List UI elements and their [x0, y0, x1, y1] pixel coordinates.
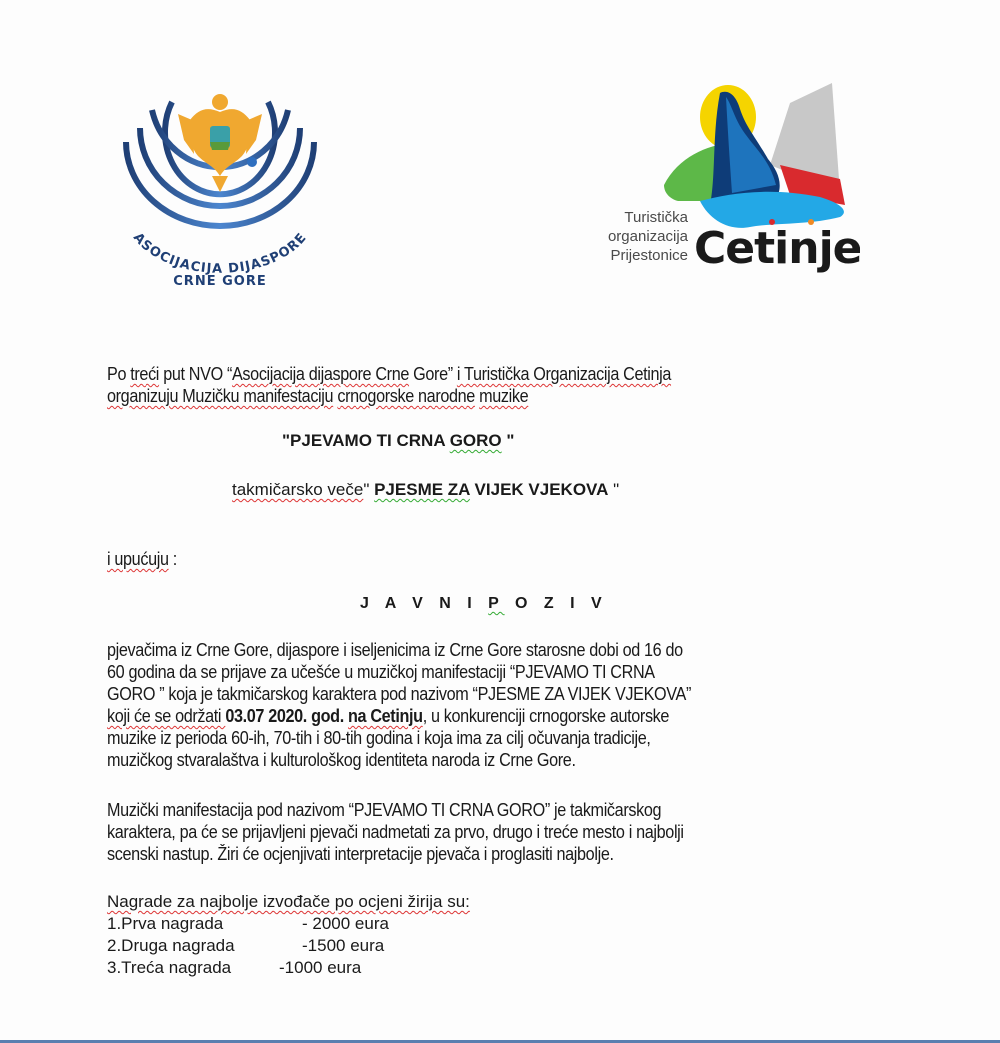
- body-p1-line-4: koji će se održati 03.07 2020. god. na Cetinju, u konkurenciji crnogorske autorske: [107, 706, 670, 726]
- cetinje-emblem-icon: [600, 75, 860, 295]
- javni-poziv-heading: J A V N I P O Z I V: [360, 595, 608, 612]
- body-p1-line-5: muzike iz perioda 60-ih, 70-tih i 80-tih godina i koja ima za cilj očuvanja tradicije,: [107, 728, 651, 748]
- logo-right-wordmark: Cetinje: [694, 223, 860, 274]
- turisticka-organizacija-cetinje-logo: [600, 75, 860, 295]
- prizes-intro: Nagrade za najbolje izvođače po ocjeni žirija su:: [107, 892, 470, 911]
- body-p2-line-3: scenski nastup. Žiri će ocjenjivati interpretacije pjevača i proglasiti najbolje.: [107, 844, 614, 864]
- body-p2-line-1: Muzički manifestacija pod nazivom “PJEVAMO TI CRNA GORO” je takmičarskog: [107, 800, 662, 820]
- logo-right-line3: Prijestonice: [610, 247, 688, 264]
- event-subtitle: takmičarsko veče" PJESME ZA VIJEK VJEKOVA ": [232, 480, 620, 499]
- logo-right-line2: organizacija: [607, 228, 688, 245]
- body-p1-line-6: muzičkog stvaralaštva i kulturološkog identiteta naroda iz Crne Gore.: [107, 750, 576, 770]
- logo-right-line1: Turistička: [624, 209, 688, 226]
- prize-item-2: 2.Druga nagrada -1500 eura: [107, 936, 385, 955]
- asocijacija-dijaspore-logo: [120, 80, 320, 300]
- body-p1-line-2: 60 godina da se prijave za učešće u muzičkoj manifestaciji “PJEVAMO TI CRNA: [107, 662, 655, 682]
- prize-item-1: 1.Prva nagrada - 2000 eura: [107, 914, 389, 933]
- body-p1-line-3: GORO ” koja je takmičarskog karaktera pod nazivom “PJESME ZA VIJEK VJEKOVA”: [107, 684, 692, 704]
- invite-line: i upućuju :: [107, 549, 177, 569]
- intro-line-2: organizuju Muzičku manifestaciju crnogorske narodne muzike: [107, 386, 529, 406]
- event-title: "PJEVAMO TI CRNA GORO ": [282, 431, 515, 450]
- body-p1-line-1: pjevačima iz Crne Gore, dijaspore i iseljenicima iz Crne Gore starosne dobi od 16 do: [107, 640, 683, 660]
- intro-line-1: Po treći put NVO “Asocijacija dijaspore Crne Gore” i Turistička Organizacija Cetinja: [107, 364, 672, 384]
- body-p2-line-2: karaktera, pa će se prijavljeni pjevači nadmetati za prvo, drugo i treće mesto i najbolji: [107, 822, 684, 842]
- double-headed-eagle-icon: [178, 94, 262, 192]
- asocijacija-emblem-icon: [120, 80, 320, 300]
- prize-item-3: 3.Treća nagrada -1000 eura: [107, 958, 362, 977]
- logo-left-line2: CRNE GORE: [173, 274, 267, 289]
- svg-text:ASOCIJACIJA DIJASPORE: ASOCIJACIJA DIJASPORE: [129, 230, 311, 277]
